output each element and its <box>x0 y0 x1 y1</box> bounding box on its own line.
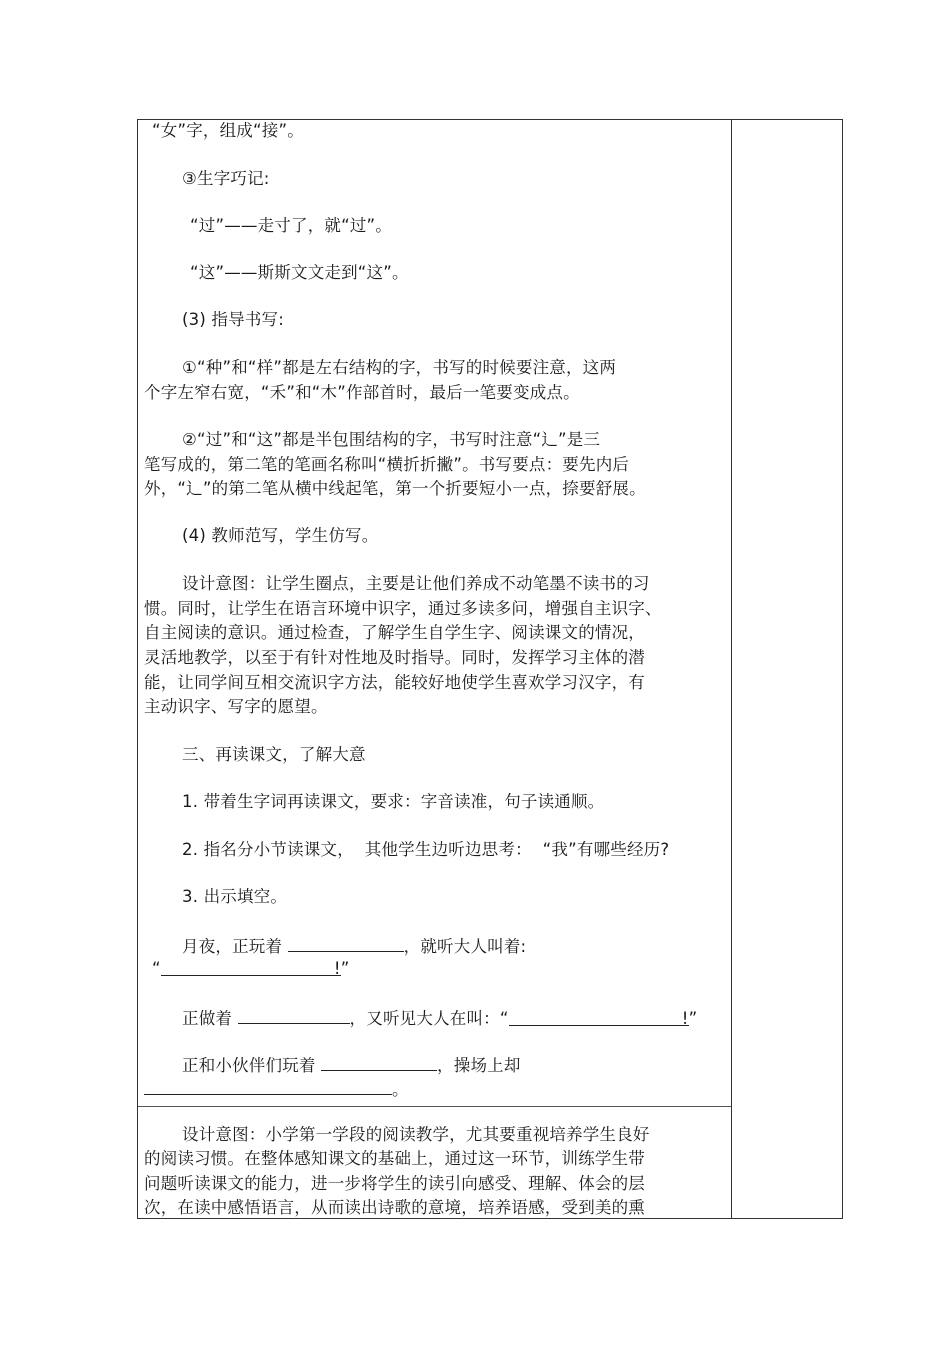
text-line: 自主阅读的意识。通过检查，了解学生自学生字、阅读课文的情况， <box>144 623 645 642</box>
text-line: 灵活地教学，以至于有针对性地及时指导。同时，发挥学习主体的潜 <box>144 648 645 667</box>
text-line: 3. 出示填空。 <box>182 887 288 906</box>
text-line: 主动识字、写字的愿望。 <box>144 697 328 716</box>
text-segment: ! <box>333 959 341 978</box>
text-line: 设计意图：小学第一学段的阅读教学，尤其要重视培养学生良好 <box>182 1125 650 1144</box>
section-heading: 三、再读课文，了解大意 <box>182 745 366 764</box>
text-segment: 正和小伙伴们玩着 <box>182 1056 322 1075</box>
text-segment: 月夜，正玩着 <box>182 937 288 956</box>
text-line: “这”——斯斯文文走到“这”。 <box>190 263 409 282</box>
text-line: 设计意图：让学生圈点，主要是让他们养成不动笔墨不读书的习 <box>182 574 650 593</box>
fill-blank-line <box>182 1054 521 1076</box>
text-segment: ” <box>688 1009 698 1028</box>
fill-blank-line <box>152 959 350 979</box>
divider <box>138 1106 731 1107</box>
text-segment: 正做着 <box>182 1009 238 1028</box>
text-line: (4) 教师范写，学生仿写。 <box>182 526 379 545</box>
text-line: “过”——走寸了，就“过”。 <box>190 216 392 235</box>
text-line: 笔写成的，第二笔的笔画名称叫“横折折撇”。书写要点：要先内后 <box>144 455 630 474</box>
text-line: 2. 指名分小节读课文， 其他学生边听边思考： “我”有哪些经历? <box>182 840 670 859</box>
fill-blank-line <box>182 935 526 957</box>
lesson-table <box>137 119 843 1219</box>
text-line: (3) 指导书写: <box>182 310 284 329</box>
text-segment: ! <box>681 1009 689 1028</box>
blank-field <box>144 1078 392 1095</box>
text-line: ③生字巧记: <box>182 169 270 188</box>
text-line: “女”字，组成“接”。 <box>152 121 304 140</box>
text-line: 问题听读课文的能力，进一步将学生的读引向感受、理解、体会的层 <box>144 1174 645 1193</box>
text-line: 的阅读习惯。在整体感知课文的基础上，通过这一环节，训练学生带 <box>144 1149 645 1168</box>
text-line: 能，让同学间互相交流识字方法，能较好地使学生喜欢学习汉字，有 <box>144 673 645 692</box>
column-divider <box>731 120 732 1218</box>
text-segment: ，又听见大人在叫：“ <box>349 1009 509 1028</box>
text-line: 1. 带着生字词再读课文，要求：字音读准，句子读通顺。 <box>182 792 605 811</box>
text-segment: “ <box>152 959 161 978</box>
blank-field <box>288 935 404 952</box>
content-cell <box>138 120 731 1218</box>
blank-field <box>161 959 341 976</box>
text-line: 外，“辶”的第二笔从横中线起笔，第一个折要短小一点，捺要舒展。 <box>144 479 646 498</box>
text-segment: 。 <box>392 1080 409 1099</box>
text-line: 惯。同时，让学生在语言环境中识字，通过多读多问，增强自主识字、 <box>144 599 662 618</box>
text-line: 次，在读中感悟语言，从而读出诗歌的意境，培养语感，受到美的熏 <box>144 1198 645 1217</box>
blank-field <box>238 1007 350 1024</box>
fill-blank-line <box>182 1007 697 1029</box>
text-line: ①“种”和“样”都是左右结构的字，书写的时候要注意，这两 <box>182 358 617 377</box>
text-line: 个字左窄右宽，“禾”和“木”作部首时，最后一笔要变成点。 <box>144 383 580 402</box>
text-segment: ，操场上却 <box>437 1056 521 1075</box>
blank-field <box>321 1054 437 1071</box>
text-line: ②“过”和“这”都是半包围结构的字，书写时注意“辶”是三 <box>182 430 601 449</box>
fill-blank-line <box>144 1078 409 1100</box>
text-segment: ” <box>340 959 350 978</box>
text-segment: ，就听大人叫着: <box>403 937 527 956</box>
blank-field <box>509 1009 689 1026</box>
